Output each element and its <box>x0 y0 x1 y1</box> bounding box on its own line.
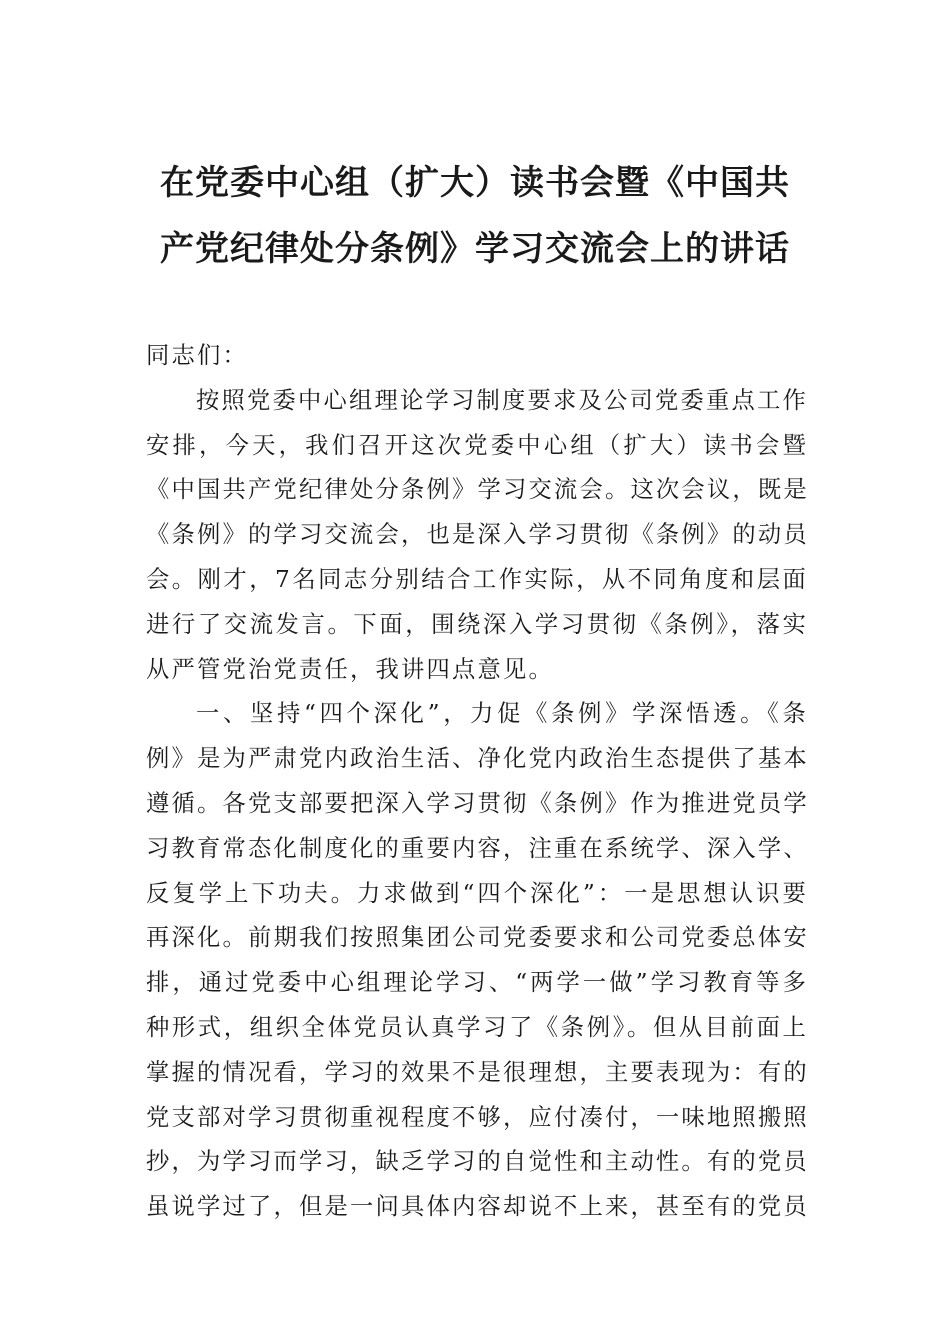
body-line: 从严管党治党责任，我讲四点意见。 <box>146 655 554 683</box>
body-line: 再深化。前期我们按照集团公司党委要求和公司党委总体安 <box>146 924 809 952</box>
body-line: 反复学上下功夫。力求做到“四个深化”：一是思想认识要 <box>146 879 808 907</box>
body-line: 掌握的情况看，学习的效果不是很理想，主要表现为：有的 <box>146 1058 809 1086</box>
body-line: 遵循。各党支部要把深入学习贯彻《条例》作为推进党员学 <box>146 789 809 817</box>
body-line: 一、坚持“四个深化”，力促《条例》学深悟透。《条 <box>196 700 808 728</box>
document-body <box>146 334 808 1230</box>
body-line: 按照党委中心组理论学习制度要求及公司党委重点工作 <box>196 386 808 414</box>
title-line-2: 产党纪律处分条例》学习交流会上的讲话 <box>160 229 790 269</box>
body-line: 《中国共产党纪律处分条例》学习交流会。这次会议，既是 <box>146 476 809 504</box>
body-line: 例》是为严肃党内政治生活、净化党内政治生态提供了基本 <box>146 745 809 773</box>
body-line: 虽说学过了，但是一问具体内容却说不上来，甚至有的党员 <box>146 1193 809 1221</box>
body-line: 种形式，组织全体党员认真学习了《条例》。但从目前面上 <box>146 1013 808 1041</box>
body-line: 党支部对学习贯彻重视程度不够，应付凑付，一味地照搬照 <box>146 1103 809 1131</box>
salutation: 同志们： <box>146 342 248 369</box>
body-line: 安排，今天，我们召开这次党委中心组（扩大）读书会暨 <box>146 431 808 459</box>
body-line: 抄，为学习而学习，缺乏学习的自觉性和主动性。有的党员 <box>146 1148 809 1176</box>
body-line: 习教育常态化制度化的重要内容，注重在系统学、深入学、 <box>146 834 809 862</box>
body-line: 《条例》的学习交流会，也是深入学习贯彻《条例》的动员 <box>146 521 809 549</box>
title-line-1: 在党委中心组（扩大）读书会暨《中国共 <box>160 163 790 203</box>
document-title <box>120 150 830 282</box>
body-line: 排，通过党委中心组理论学习、“两学一做”学习教育等多 <box>146 969 808 997</box>
body-line: 进行了交流发言。下面，围绕深入学习贯彻《条例》，落实 <box>146 610 808 638</box>
body-line: 会。刚才，7名同志分别结合工作实际，从不同角度和层面 <box>146 565 808 593</box>
